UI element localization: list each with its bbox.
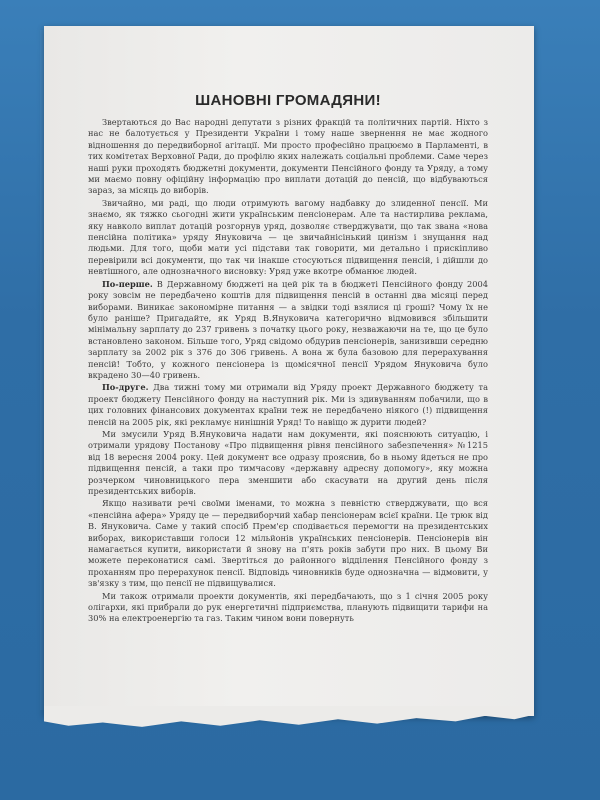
leaflet-content: [88, 92, 488, 626]
paragraph-6: [88, 498, 488, 589]
paragraph-text: Звичайно, ми раді, що люди отримують вагому надбавку до злиденної пенсії. Ми знаємо, як тяжко сьогодні жити українським пенсіонерам. Але та настирлива реклама, яку навколо виплат дотацій розгорнув уряд, дозволяє стверджувати, що так звана «нова пенсійна політика» уряду Януковича — це звичайнісінький цинізм і знущання над людьми. Для того, щоби мати усі підстави так говорити, ми детально і прискіпливо перевірили всі документи, що так чи інакше стосуються підвищення пенсій, і дійшли до невтішного, але однозначного висновку: Уряд уже вкотре обманює людей.: [88, 197, 488, 277]
paragraph-text: Ми також отримали проекти документів, які передбачають, що з 1 січня 2005 року олігархи, які прибрали до рук енергетичні підприємства, планують підвищити тарифи на 30% на електроенергію та газ. Таким чином вони повернуть: [88, 590, 488, 624]
paragraph-text: Якщо називати речі своїми іменами, то можна з певністю стверджувати, що вся «пенсійна афера» Уряду це — передвиборчий хабар пенсіонерам всієї країни. Це трюк від В. Януковича. Саме у такий спосіб Прем'єр сподівається перемогти на президентських виборах, використавши голоси 12 мільйонів українських пенсіонерів. Пенсіонерів він намагається купити, використати й знову на п'ять років забути про них. В цьому Ви можете переконатися самі. Звертіться до районного відділення Пенсійного фонду з проханням про перерахунок пенсії. Відповідь чиновників буде однозначна — відмовити, у зв'язку з тим, що пенсії не підвищувалися.: [88, 498, 488, 589]
paragraph-lead: По-друге.: [102, 382, 149, 393]
paragraph-4: [88, 382, 488, 428]
paragraph-text: Ми змусили Уряд В.Януковича надати нам документи, які пояснюють ситуацію, і отримали урядову Постанову «Про підвищення рівня пенсійного забезпечення» №1215 від 18 вересня 2004 року. Цей документ все одразу прояснив, бо в ньому йдеться не про підвищення пенсій, а таки про тимчасову «державну адресну допомогу», яку можна розчерком чиновницького пера зменшити або скасувати на другий день після президентських виборів.: [88, 428, 488, 496]
paragraph-3: [88, 279, 488, 382]
leaflet-title: ШАНОВНІ ГРОМАДЯНИ!: [195, 92, 381, 109]
paragraph-2: [88, 198, 488, 278]
paragraph-7: [88, 591, 488, 625]
paragraph-text: В Державному бюджеті на цей рік та в бюджеті Пенсійного фонду 2004 року зовсім не передбачено коштів для підвищення пенсій в останні два місяці перед виборами. Виникає закономірне питання — а звідки тоді взялися ці гроші? Чому їх не було раніше? Пригадайте, як Уряд В.Януковича категорично відмовився збільшити мінімальну зарплату до 237 гривень з початку цього року, незважаючи на те, що це було встановлено законом. Більше того, Уряд свідомо обдурив пенсіонерів, занизивши середню зарплату за 2002 рік з 376 до 306 гривень. А вона ж була базовою для перерахування пенсій! Тобто, у кожного пенсіонера із щомісячної пенсії Урядом Януковича було вкрадено 30—40 гривень.: [88, 278, 488, 380]
paragraph-1: [88, 117, 488, 197]
paragraph-lead: По-перше.: [102, 278, 153, 289]
paragraph-text: Два тижні тому ми отримали від Уряду проект Державного бюджету та проект бюджету Пенсійного фонду на наступний рік. Ми із здивуванням побачили, що в цих головних фінансових документах країни теж не передбачено ніякого (!) підвищення пенсій на 2005 рік, які рекламує нинішній Уряд! То навіщо ж дурити людей?: [88, 382, 488, 427]
paragraph-5: [88, 429, 488, 497]
paragraph-text: Звертаються до Вас народні депутати з різних фракцій та політичних партій. Ніхто з нас не балотується у Президенти України і тому наше звернення не має жодного відношення до передвиборної агітації. Ми просто професійно працюємо в Парламенті, в тих комітетах Верховної Ради, до профілю яких належать соціальні проблеми. Саме через наші руки проходять бюджетні документи, документи Пенсійного фонду та Уряду, а тому ми маємо повну офіційну інформацію про виплати дотацій до пенсій, що відбуваються зараз, за місяць до виборів.: [88, 117, 488, 196]
